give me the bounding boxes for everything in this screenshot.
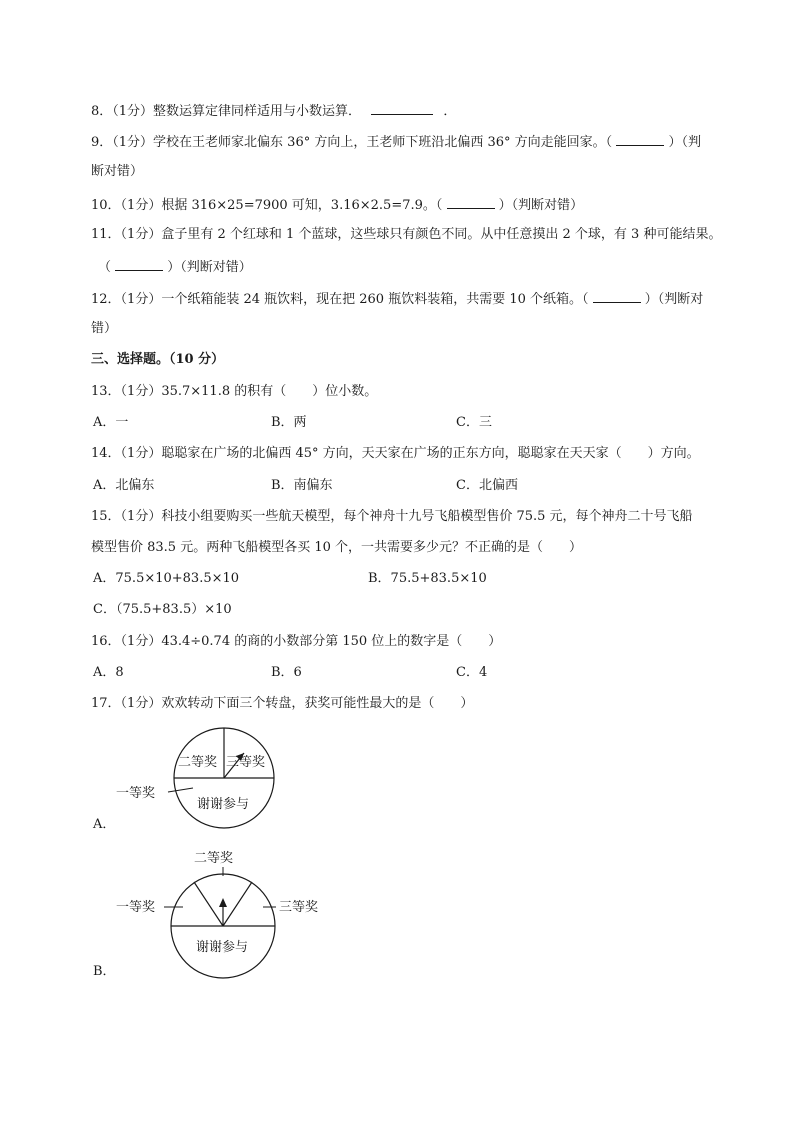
question-12-line2: 错） — [91, 321, 118, 336]
question-17: 17．（1分）欢欢转动下面三个转盘，获奖可能性最大的是（ ） — [91, 696, 474, 711]
question-12-suffix: ）（判断对 — [644, 292, 704, 307]
option-17-a[interactable]: A． — [93, 817, 116, 832]
question-11-suffix: ）（判断对错） — [167, 260, 252, 275]
option-16-a[interactable]: A．8 — [93, 665, 124, 680]
spinner-a-first-label: 一等奖 — [116, 786, 156, 801]
question-8-text: 8．（1分）整数运算定律同样适用与小数运算． — [91, 104, 362, 119]
spinner-b-second-label: 二等奖 — [194, 851, 234, 866]
question-15-line2: 模型售价 83.5 元。两种飞船模型各买 10 个，一共需要多少元？不正确的是（ ） — [91, 540, 583, 555]
spinner-b-pointer-arrow — [219, 898, 227, 907]
question-14: 14．（1分）聪聪家在广场的北偏西 45° 方向，天天家在广场的正东方向，聪聪家在天天家（ ）方向。 — [91, 446, 700, 461]
spinner-a-second-label: 二等奖 — [178, 755, 218, 770]
option-16-c[interactable]: C．4 — [456, 665, 488, 680]
question-9-line2: 断对错） — [91, 164, 144, 179]
spinner-b-divider-left — [194, 882, 223, 926]
spinner-a-third-label: 三等奖 — [226, 755, 266, 770]
option-15-a[interactable]: A．75.5×10+83.5×10 — [93, 571, 240, 586]
option-14-a[interactable]: A．北偏东 — [93, 478, 155, 493]
option-15-b[interactable]: B．75.5+83.5×10 — [368, 571, 487, 586]
option-16-b[interactable]: B．6 — [271, 665, 302, 680]
spinner-b[interactable] — [116, 850, 318, 978]
question-15: 15．（1分）科技小组要购买一些航天模型，每个神舟十九号飞船模型售价 75.5 元，每个神舟二十号飞船 — [91, 509, 693, 524]
spinner-b-third-label: 三等奖 — [279, 900, 319, 915]
option-17-b[interactable]: B． — [93, 964, 116, 979]
spinner-b-thanks-label: 谢谢参与 — [196, 940, 249, 955]
question-9-suffix: ）（判 — [668, 135, 701, 150]
question-10-suffix: ）（判断对错） — [498, 198, 584, 213]
spinner-b-first-label: 一等奖 — [116, 900, 156, 915]
spinner-a-thanks-label: 谢谢参与 — [197, 797, 250, 812]
question-11: 11．（1分）盒子里有 2 个红球和 1 个蓝球，这些球只有颜色不同。从中任意摸出 2 个球，有 3 种可能结果。 — [91, 227, 722, 242]
spinner-b-divider-right — [223, 882, 252, 926]
option-14-b[interactable]: B．南偏东 — [271, 478, 333, 493]
question-9-text: 9．（1分）学校在王老师家北偏东 36° 方向上，王老师下班沿北偏西 36° 方向走能回家。（ — [91, 135, 613, 150]
question-16: 16．（1分）43.4÷0.74 的商的小数部分第 150 位上的数字是（ ） — [91, 634, 502, 649]
option-13-b[interactable]: B．两 — [271, 415, 307, 430]
question-10-text: 10．（1分）根据 316×25=7900 可知，3.16×2.5=7.9。（ — [91, 198, 443, 213]
question-8-suffix: ． — [443, 104, 457, 119]
option-13-a[interactable]: A．一 — [93, 415, 129, 430]
spinner-a-first-leader — [168, 788, 193, 792]
section-3-heading: 三、选择题。（10 分） — [91, 352, 225, 367]
question-11-open: （ — [98, 260, 112, 275]
question-12-text: 12．（1分）一个纸箱能装 24 瓶饮料，现在把 260 瓶饮料装箱，共需要 10 个纸箱。（ — [91, 292, 589, 307]
spinner-a[interactable] — [116, 728, 274, 828]
option-13-c[interactable]: C．三 — [456, 415, 492, 430]
option-14-c[interactable]: C．北偏西 — [456, 478, 518, 493]
option-15-c[interactable]: C．（75.5+83.5）×10 — [93, 602, 232, 617]
question-13: 13．（1分）35.7×11.8 的积有（ ）位小数。 — [91, 384, 378, 399]
